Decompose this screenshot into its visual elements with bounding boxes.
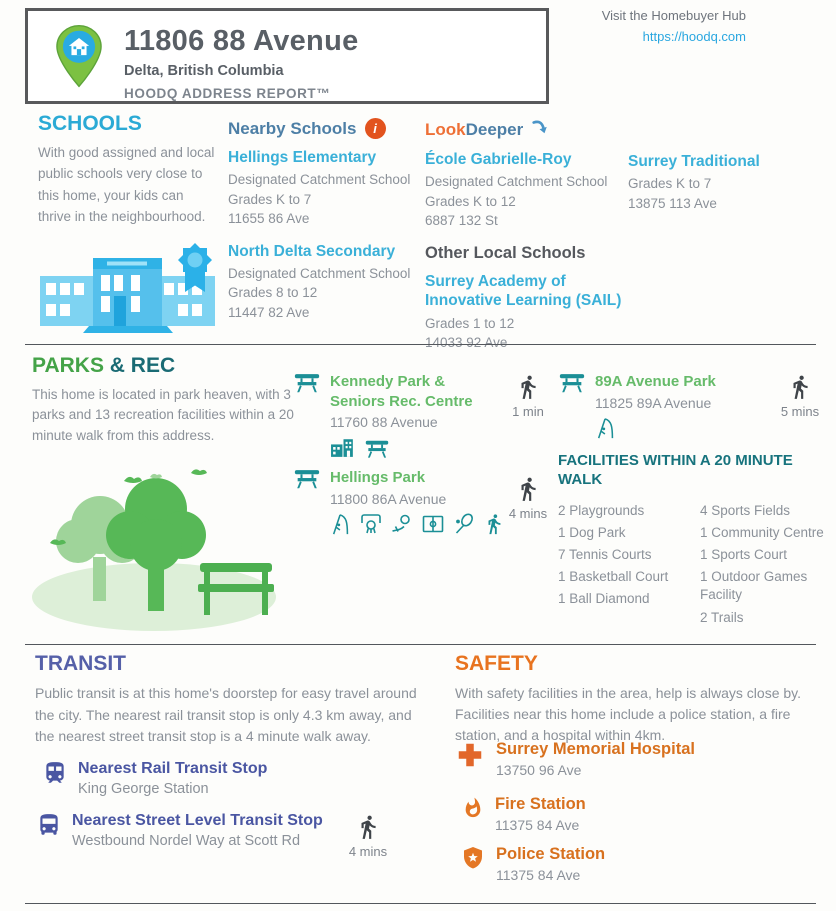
basketball-hoop-icon xyxy=(359,512,383,541)
facility-item: 1 Dog Park xyxy=(558,524,626,540)
street-stop-value: Westbound Nordel Way at Scott Rd xyxy=(72,833,301,849)
schools-intro: With good assigned and local public schools very close to this home, your kids can thrive in the neighbourhood. xyxy=(38,145,215,224)
walk-time-street-stop xyxy=(340,812,396,859)
school-designation: Designated Catchment School xyxy=(228,172,411,188)
property-city: Delta, British Columbia xyxy=(124,63,284,79)
bottom-divider xyxy=(25,903,816,904)
walking-person-icon xyxy=(515,474,541,504)
school-address: 6887 132 St xyxy=(425,212,498,228)
safety-item-address: 11375 84 Ave xyxy=(496,867,581,883)
school-name-link[interactable]: Surrey Traditional xyxy=(628,153,760,170)
safety-item-address: 13750 96 Ave xyxy=(496,762,582,778)
safety-item-address: 11375 84 Ave xyxy=(495,817,580,833)
park-entry-hellings-park xyxy=(293,468,503,541)
park-name-link[interactable]: Kennedy Park & Seniors Rec. Centre xyxy=(330,373,473,410)
lookdeeper-heading: LookDeeper xyxy=(425,119,524,139)
facility-item: 1 Sports Court xyxy=(700,546,788,562)
walking-person-icon xyxy=(355,812,381,842)
curved-arrow-icon xyxy=(531,118,549,141)
safety-item-name: Fire Station xyxy=(495,795,586,813)
school-grades: Grades 8 to 12 xyxy=(228,285,318,301)
transit-section-title: TRANSIT xyxy=(35,652,126,675)
facility-item: 1 Community Centre xyxy=(700,524,824,540)
schools-section-title: SCHOOLS xyxy=(38,112,142,135)
school-grades: Grades K to 7 xyxy=(628,176,712,192)
rail-transit-entry xyxy=(42,760,372,797)
bus-icon xyxy=(36,812,62,849)
house-location-pin-icon xyxy=(56,23,102,89)
street-stop-label: Nearest Street Level Transit Stop xyxy=(72,812,323,829)
school-address: 13875 113 Ave xyxy=(628,195,717,211)
transit-intro: Public transit is at this home's doorstep for easy travel around the city. The nearest rail transit stop is only 4.3 km away, and the nearest street transit stop is a 4 minute walk away. xyxy=(35,685,417,745)
info-icon[interactable]: i xyxy=(365,118,386,139)
school-entry-sail xyxy=(425,272,625,352)
section-divider xyxy=(25,644,816,645)
tennis-icon xyxy=(452,512,476,541)
schools-third-column xyxy=(628,152,823,227)
park-name-link[interactable]: Hellings Park xyxy=(330,469,426,486)
school-address: 11655 86 Ave xyxy=(228,210,310,226)
park-address: 11825 89A Avenue xyxy=(595,394,712,411)
facility-item: 4 Sports Fields xyxy=(700,502,791,518)
walk-time-kennedy xyxy=(500,372,556,419)
ball-diamond-icon xyxy=(390,512,414,541)
safety-entry-police-station xyxy=(461,845,605,883)
facility-item: 7 Tennis Courts xyxy=(558,546,652,562)
facilities-list-right xyxy=(700,502,828,631)
walking-person-icon xyxy=(787,372,813,402)
property-address: 11806 88 Avenue xyxy=(124,25,359,57)
rail-stop-value: King George Station xyxy=(78,781,209,797)
bench-icon xyxy=(293,372,321,463)
rail-stop-label: Nearest Rail Transit Stop xyxy=(78,760,268,777)
walk-time-label: 4 mins xyxy=(348,844,388,859)
hub-label: Visit the Homebuyer Hub xyxy=(601,8,746,23)
facility-item: 2 Trails xyxy=(700,609,744,625)
school-grades: Grades K to 12 xyxy=(425,193,516,209)
bench-icon xyxy=(558,372,586,445)
fire-flame-icon xyxy=(462,795,484,833)
park-address: 11800 86A Avenue xyxy=(330,490,447,507)
walk-time-label: 1 min xyxy=(512,404,544,419)
facilities-heading: FACILITIES WITHIN A 20 MINUTE WALK xyxy=(558,452,793,488)
parks-section-title: PARKS & REC xyxy=(32,354,176,377)
school-designation: Designated Catchment School xyxy=(425,174,608,190)
facility-item: 2 Playgrounds xyxy=(558,502,645,518)
safety-entry-hospital xyxy=(455,740,695,778)
walk-time-89a-avenue-park xyxy=(772,372,828,419)
facilities-block xyxy=(558,452,830,631)
facility-item: 1 Outdoor Games Facility xyxy=(700,569,808,603)
address-header-box xyxy=(25,8,549,104)
school-building-illustration xyxy=(35,238,220,339)
street-transit-entry xyxy=(36,812,366,849)
park-name-link[interactable]: 89A Avenue Park xyxy=(595,373,716,390)
school-name-link[interactable]: Hellings Elementary xyxy=(228,149,377,166)
school-grades: Grades 1 to 12 xyxy=(425,315,515,331)
school-entry-north-delta-secondary xyxy=(228,242,420,322)
safety-intro: With safety facilities in the area, help is always close by. Facilities near this home include a police station, a fire station, and a hospital within 4km. xyxy=(455,685,802,743)
park-address: 11760 88 Avenue xyxy=(330,414,438,430)
school-name-link[interactable]: École Gabrielle-Roy xyxy=(425,151,572,168)
safety-item-name: Police Station xyxy=(496,845,606,863)
community-centre-icon xyxy=(330,435,357,463)
slide-icon xyxy=(330,512,352,541)
park-entry-kennedy xyxy=(293,372,503,463)
school-address: 14033 92 Ave xyxy=(425,334,508,350)
school-grades: Grades K to 7 xyxy=(228,191,312,207)
school-designation: Designated Catchment School xyxy=(228,266,411,282)
police-shield-icon xyxy=(461,845,485,883)
school-entry-surrey-traditional xyxy=(628,152,823,213)
train-icon xyxy=(42,760,68,797)
hospital-cross-icon xyxy=(455,740,485,778)
safety-item-name: Surrey Memorial Hospital xyxy=(496,740,695,758)
nearby-schools-heading: Nearby Schools xyxy=(228,118,357,138)
nearby-schools-column xyxy=(228,118,420,336)
walking-person-icon xyxy=(515,372,541,402)
facilities-list-left xyxy=(558,502,686,631)
sports-field-icon xyxy=(421,512,445,541)
safety-section-title: SAFETY xyxy=(455,652,538,675)
parks-intro: This home is located in park heaven, with 3 parks and 13 recreation facilities within a 20 minute walk from this address. xyxy=(32,387,294,443)
facility-item: 1 Basketball Court xyxy=(558,569,669,585)
park-entry-89a-avenue-park xyxy=(558,372,773,445)
report-title: HOODQ ADDRESS REPORT™ xyxy=(124,86,331,101)
bench-icon xyxy=(293,468,321,541)
walk-time-label: 5 mins xyxy=(780,404,820,419)
school-address: 11447 82 Ave xyxy=(228,304,310,320)
walk-time-label: 4 mins xyxy=(508,506,548,521)
park-illustration xyxy=(28,447,280,638)
slide-icon xyxy=(595,416,617,445)
other-local-schools-heading: Other Local Schools xyxy=(425,243,586,262)
safety-entry-fire-station xyxy=(462,795,586,833)
facility-item: 1 Ball Diamond xyxy=(558,591,650,607)
walk-time-hellings-park xyxy=(500,474,556,521)
homebuyer-hub xyxy=(500,8,746,44)
school-entry-hellings-elementary xyxy=(228,148,420,228)
lookdeeper-column xyxy=(425,118,625,366)
school-name-link[interactable]: North Delta Secondary xyxy=(228,242,396,260)
bench-icon xyxy=(364,439,390,463)
school-entry-ecole-gabrielle-roy xyxy=(425,150,625,230)
hoodq-link[interactable]: https://hoodq.com xyxy=(642,29,746,44)
section-divider xyxy=(25,344,816,345)
school-name-link[interactable]: Surrey Academy of Innovative Learning (SAIL) xyxy=(425,272,622,310)
